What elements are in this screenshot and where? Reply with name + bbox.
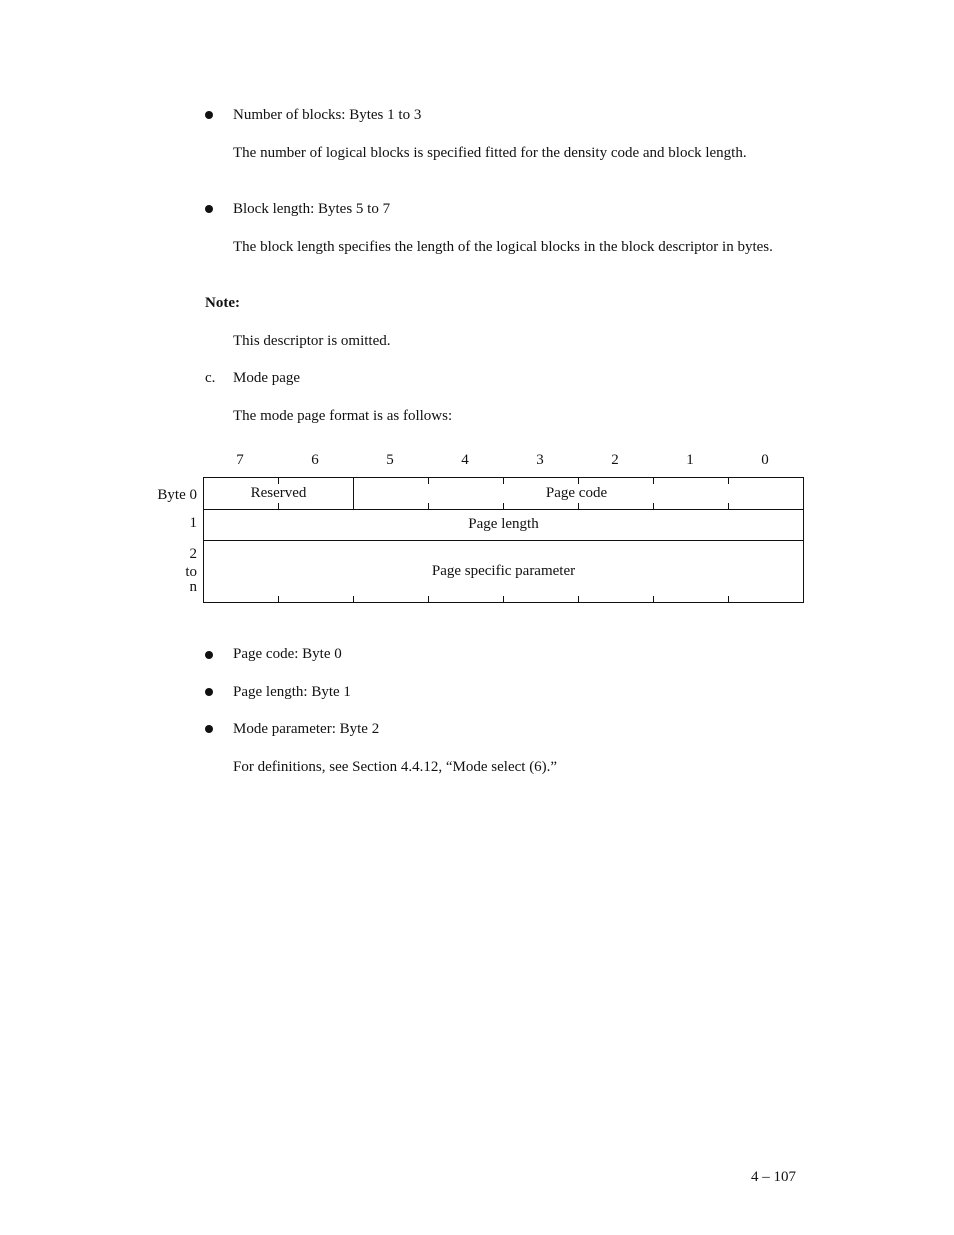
- note-text: This descriptor is omitted.: [233, 333, 391, 349]
- row-label-byte0: Byte 0: [157, 487, 197, 503]
- row-label-byte1: 1: [189, 515, 197, 531]
- bit-tick: [278, 596, 279, 602]
- page-number: 4 – 107: [751, 1169, 796, 1185]
- row-label-byte2: 2: [189, 546, 197, 562]
- bit-tick: [653, 503, 654, 509]
- mode-page-heading: Mode page: [233, 370, 301, 386]
- bit-tick: [578, 596, 579, 602]
- bit-tick: [503, 596, 504, 602]
- mode-page-format-table: [203, 477, 804, 603]
- bit-number: 3: [536, 452, 544, 468]
- page-length-field: Page length: [468, 516, 539, 532]
- bit-number: 0: [761, 452, 769, 468]
- bit-tick: [653, 478, 654, 484]
- bullet-icon: [205, 111, 213, 119]
- bit-tick: [728, 503, 729, 509]
- row-divider: [204, 540, 803, 541]
- reserved-field: Reserved: [250, 485, 307, 501]
- row-label-n: n: [189, 579, 197, 595]
- num-blocks-heading: Number of blocks: Bytes 1 to 3: [233, 107, 422, 123]
- mode-parameter-item: Mode parameter: Byte 2: [233, 721, 380, 737]
- definitions-text: For definitions, see Section 4.4.12, “Mode select (6).”: [233, 759, 558, 775]
- page-length-item: Page length: Byte 1: [233, 684, 351, 700]
- list-marker: c.: [205, 370, 216, 386]
- page-code-item: Page code: Byte 0: [233, 646, 342, 662]
- note-label: Note:: [205, 295, 240, 311]
- bit-tick: [428, 596, 429, 602]
- bit-number: 2: [611, 452, 619, 468]
- bullet-icon: [205, 205, 213, 213]
- bit-number: 6: [311, 452, 319, 468]
- bit-number: 1: [686, 452, 694, 468]
- row-label-to: to: [185, 564, 197, 580]
- block-length-heading: Block length: Bytes 5 to 7: [233, 201, 391, 217]
- bit-tick: [653, 596, 654, 602]
- field-divider: [353, 478, 354, 509]
- bit-tick: [728, 478, 729, 484]
- bit-tick: [428, 503, 429, 509]
- bit-tick: [728, 596, 729, 602]
- bullet-icon: [205, 651, 213, 659]
- num-blocks-text: The number of logical blocks is specified fitted for the density code and block length.: [233, 145, 747, 161]
- page-code-field: Page code: [545, 485, 608, 501]
- mode-page-text: The mode page format is as follows:: [233, 408, 453, 424]
- bit-number: 5: [386, 452, 394, 468]
- bit-tick: [278, 503, 279, 509]
- row-divider: [204, 509, 803, 510]
- bit-number: 4: [461, 452, 469, 468]
- bullet-icon: [205, 688, 213, 696]
- bit-number: 7: [236, 452, 244, 468]
- bullet-icon: [205, 725, 213, 733]
- bit-tick: [353, 596, 354, 602]
- bit-tick: [503, 503, 504, 509]
- block-length-text: The block length specifies the length of the logical blocks in the block descriptor in bytes.: [233, 239, 773, 255]
- bit-tick: [428, 478, 429, 484]
- bit-tick: [578, 503, 579, 509]
- page-specific-parameter-field: Page specific parameter: [431, 563, 576, 579]
